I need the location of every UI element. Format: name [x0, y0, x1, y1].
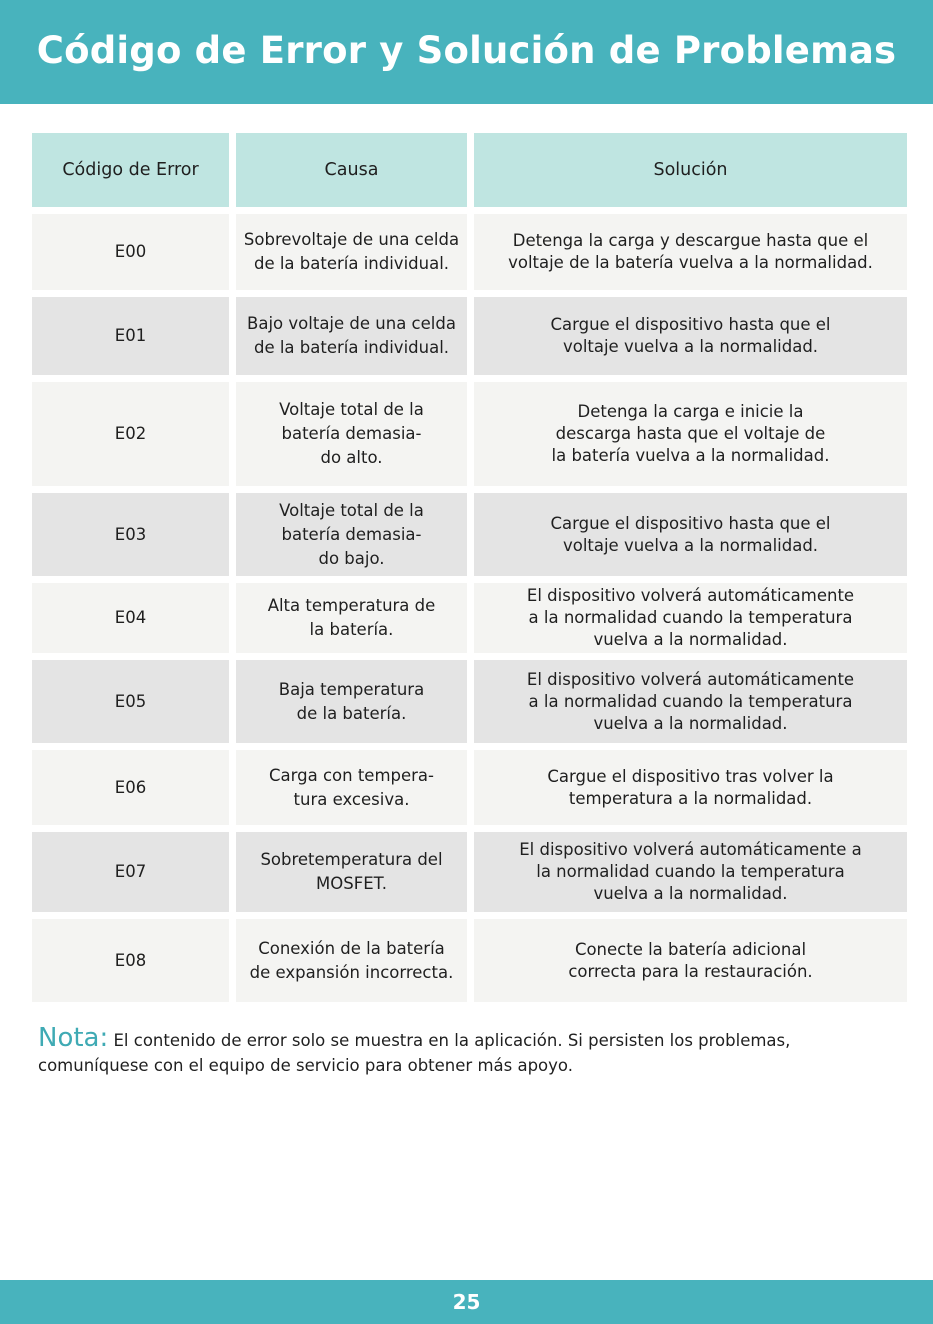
solution-line: vuelva a la normalidad.: [593, 630, 788, 649]
cause-cell: [236, 919, 467, 1002]
solution-cell: [474, 750, 907, 825]
error-code-cell: E05: [32, 660, 229, 743]
cause-line: Conexión de la batería: [258, 938, 445, 958]
error-code-cell: E04: [32, 583, 229, 653]
cause-line: batería demasia-: [281, 524, 422, 544]
solution-line: El dispositivo volverá automáticamente: [526, 669, 855, 689]
page-title: Código de Error y Solución de Problemas: [36, 28, 897, 72]
column-header-code: Código de Error: [32, 133, 229, 207]
solution-cell: [474, 919, 907, 1002]
solution-line: a la normalidad cuando la temperatura: [528, 691, 853, 711]
solution-line: correcta para la restauración.: [568, 961, 813, 981]
cause-line: Sobrevoltaje de una celda: [243, 230, 460, 249]
column-header-solution: Solución: [474, 133, 907, 207]
cause-line: tura excesiva.: [293, 789, 410, 809]
solution-cell: [474, 583, 907, 653]
solution-cell: [474, 214, 907, 290]
cause-cell: [236, 660, 467, 743]
table-row: [32, 382, 907, 486]
solution-cell: [474, 832, 907, 912]
solution-line: vuelva a la normalidad.: [593, 713, 788, 733]
cause-line: Carga con tempera-: [269, 765, 434, 785]
table-row: [32, 583, 907, 653]
solution-line: a la normalidad cuando la temperatura: [528, 608, 853, 627]
error-code-cell: E01: [32, 297, 229, 375]
cause-cell: [236, 382, 467, 486]
cause-line: do bajo.: [318, 548, 385, 568]
cause-line: de la batería individual.: [253, 254, 450, 273]
table-body: [32, 214, 907, 1002]
error-code-cell: E03: [32, 493, 229, 576]
cause-line: Alta temperatura de: [267, 596, 436, 615]
cause-line: de la batería individual.: [253, 338, 450, 357]
solution-line: Conecte la batería adicional: [574, 939, 807, 959]
solution-line: Cargue el dispositivo hasta que el: [550, 315, 831, 334]
table-row: [32, 832, 907, 912]
cause-line: Bajo voltaje de una celda: [247, 314, 456, 333]
solution-line: voltaje vuelva a la normalidad.: [562, 337, 819, 356]
solution-line: Detenga la carga y descargue hasta que el: [512, 231, 869, 250]
table-row: [32, 919, 907, 1002]
error-code-cell: E02: [32, 382, 229, 486]
cause-line: de la batería.: [296, 703, 407, 723]
solution-cell: [474, 493, 907, 576]
cause-line: MOSFET.: [316, 874, 387, 893]
solution-line: la batería vuelva a la normalidad.: [551, 446, 830, 465]
note-text: El contenido de error solo se muestra en la aplicación. Si persisten los problemas, comuníquese con el equipo de servicio para obtener más apoyo.: [38, 1031, 791, 1075]
table-row: [32, 750, 907, 825]
table-row: [32, 493, 907, 576]
error-code-cell: E00: [32, 214, 229, 290]
cause-cell: [236, 493, 467, 576]
cause-line: de expansión incorrecta.: [249, 962, 454, 982]
column-header-cause: Causa: [236, 133, 467, 207]
cause-cell: [236, 832, 467, 912]
solution-line: El dispositivo volverá automáticamente a: [519, 840, 862, 859]
page-footer: [0, 1280, 933, 1324]
error-code-cell: E08: [32, 919, 229, 1002]
table-header-row: [32, 133, 907, 207]
solution-line: vuelva a la normalidad.: [593, 884, 788, 903]
solution-line: la normalidad cuando la temperatura: [536, 862, 845, 881]
cause-line: Sobretemperatura del: [260, 850, 443, 869]
cause-cell: [236, 214, 467, 290]
solution-cell: [474, 382, 907, 486]
cause-line: Baja temperatura: [278, 679, 425, 699]
error-code-cell: E07: [32, 832, 229, 912]
cause-cell: [236, 583, 467, 653]
solution-line: voltaje de la batería vuelva a la normalidad.: [508, 253, 873, 272]
table-row: [32, 297, 907, 375]
note-paragraph: [38, 1023, 898, 1078]
solution-line: descarga hasta que el voltaje de: [555, 424, 826, 443]
error-code-table: [32, 133, 907, 1002]
solution-cell: [474, 297, 907, 375]
table-row: [32, 660, 907, 743]
note-label: Nota:: [38, 1023, 109, 1053]
solution-line: temperatura a la normalidad.: [568, 788, 813, 808]
cause-line: Voltaje total de la: [279, 400, 424, 419]
cause-line: batería demasia-: [281, 424, 422, 443]
solution-line: Cargue el dispositivo tras volver la: [547, 766, 834, 786]
solution-line: Detenga la carga e inicie la: [577, 402, 804, 421]
error-code-cell: E06: [32, 750, 229, 825]
solution-cell: [474, 660, 907, 743]
solution-line: El dispositivo volverá automáticamente: [526, 586, 855, 605]
cause-line: do alto.: [320, 448, 383, 467]
table-row: [32, 214, 907, 290]
cause-line: la batería.: [309, 620, 394, 639]
page-number: 25: [452, 1290, 481, 1314]
page-header: [0, 0, 933, 104]
cause-cell: [236, 750, 467, 825]
cause-line: Voltaje total de la: [279, 500, 424, 520]
solution-line: Cargue el dispositivo hasta que el: [550, 513, 831, 533]
solution-line: voltaje vuelva a la normalidad.: [562, 535, 819, 555]
cause-cell: [236, 297, 467, 375]
